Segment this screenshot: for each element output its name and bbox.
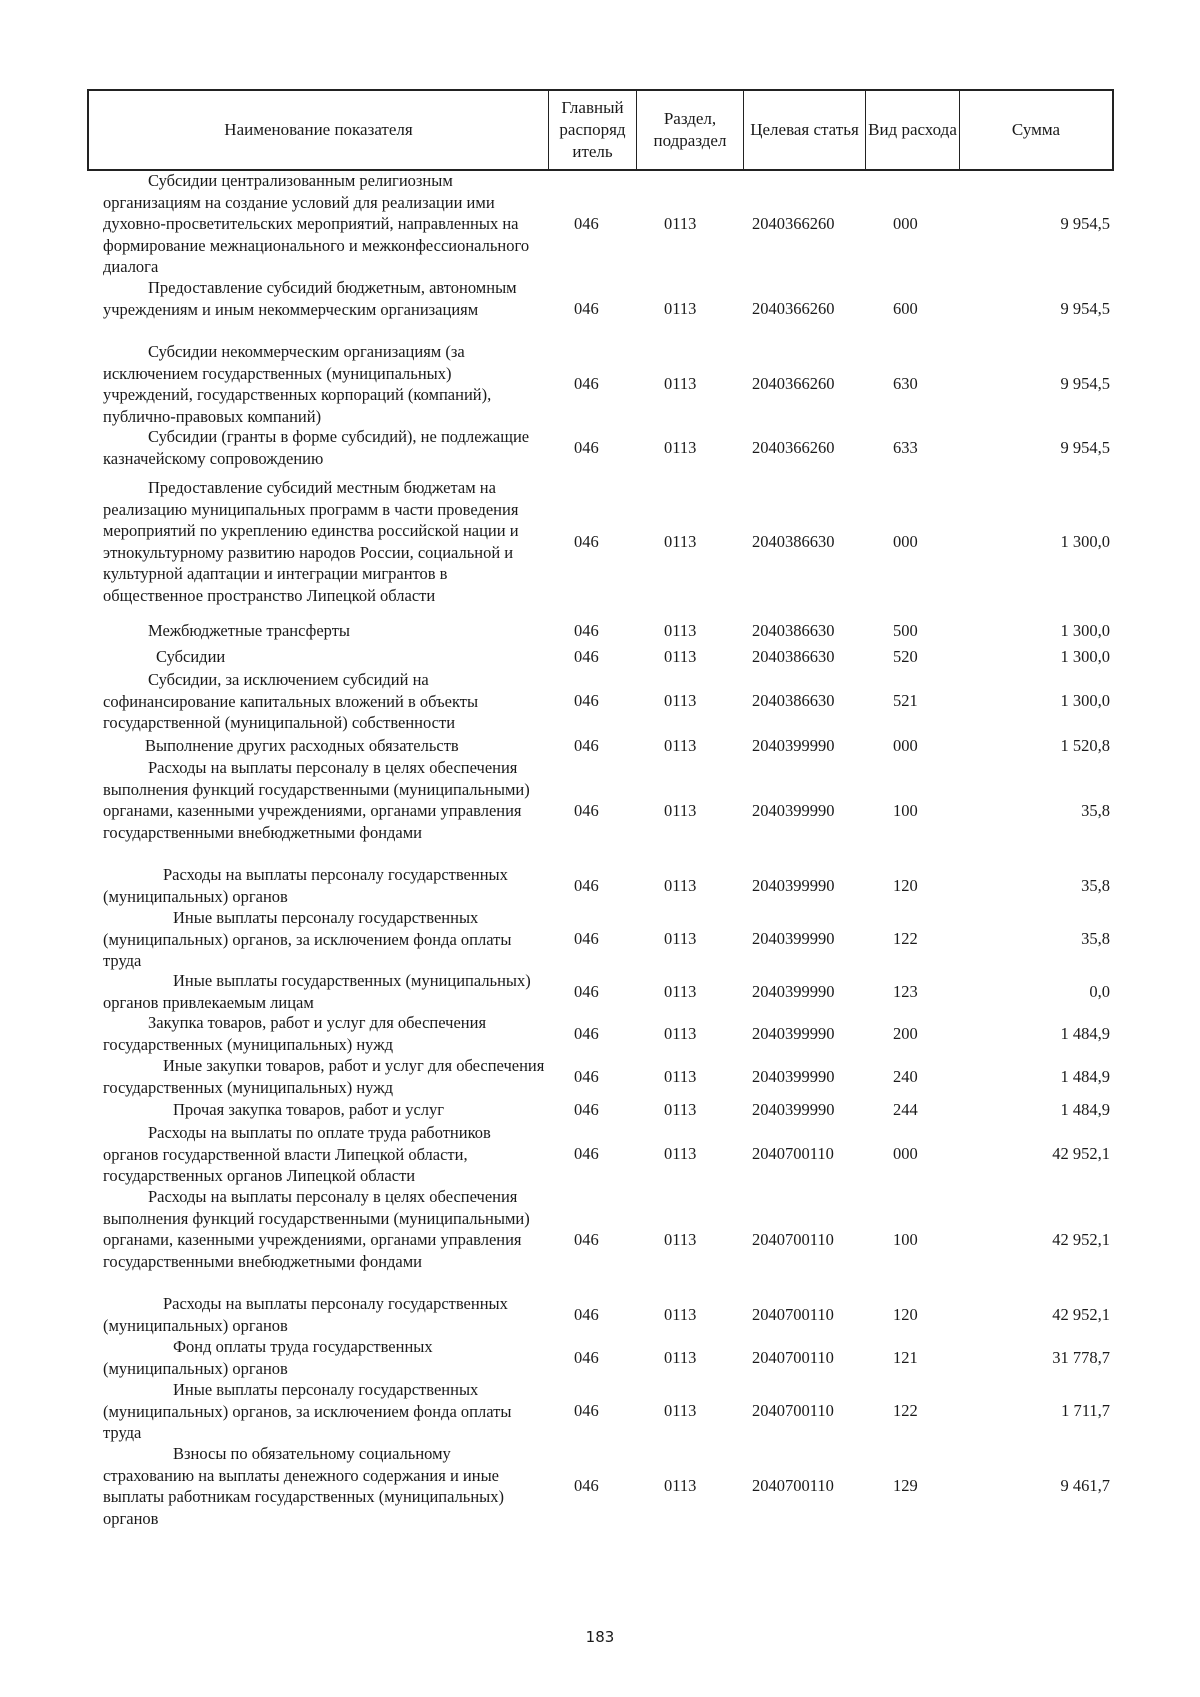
row-vid: 521 [893, 691, 918, 710]
row-summa: 1 520,8 [1060, 736, 1110, 755]
row-glavny: 046 [574, 876, 599, 895]
row-vid: 100 [893, 801, 918, 820]
row-summa: 42 952,1 [1052, 1305, 1110, 1324]
header-glavny: Главный распоряд итель [549, 91, 637, 169]
row-name: Расходы на выплаты персоналу в целях обеспечения выполнения функций государственными (муниципальными) органами, казенными учреждениями, органами управления государственными внебюджетными фондами [103, 1187, 530, 1271]
row-celevaya: 2040366260 [752, 438, 835, 457]
row-vid: 600 [893, 299, 918, 318]
row-razdel: 0113 [664, 374, 697, 393]
row-vid: 123 [893, 982, 918, 1001]
row-glavny: 046 [574, 1144, 599, 1163]
row-glavny: 046 [574, 1476, 599, 1495]
row-razdel: 0113 [664, 299, 697, 318]
row-summa: 0,0 [1089, 982, 1110, 1001]
row-summa: 35,8 [1081, 929, 1110, 948]
row-glavny: 046 [574, 532, 599, 551]
row-vid: 121 [893, 1348, 918, 1367]
row-celevaya: 2040366260 [752, 299, 835, 318]
row-name: Выполнение других расходных обязательств [145, 736, 459, 755]
row-vid: 100 [893, 1230, 918, 1249]
row-name: Иные выплаты персоналу государственных (муниципальных) органов, за исключением фонда оплаты труда [103, 1380, 512, 1442]
row-razdel: 0113 [664, 214, 697, 233]
row-name: Иные выплаты персоналу государственных (муниципальных) органов, за исключением фонда оплаты труда [103, 908, 512, 970]
row-vid: 244 [893, 1100, 918, 1119]
row-celevaya: 2040366260 [752, 214, 835, 233]
row-vid: 129 [893, 1476, 918, 1495]
row-glavny: 046 [574, 1401, 599, 1420]
row-razdel: 0113 [664, 647, 697, 666]
row-glavny: 046 [574, 647, 599, 666]
row-glavny: 046 [574, 438, 599, 457]
row-glavny: 046 [574, 1348, 599, 1367]
row-razdel: 0113 [664, 1476, 697, 1495]
row-summa: 9 461,7 [1060, 1476, 1110, 1495]
row-vid: 240 [893, 1067, 918, 1086]
row-razdel: 0113 [664, 691, 697, 710]
row-celevaya: 2040399990 [752, 982, 835, 1001]
row-name: Субсидии (гранты в форме субсидий), не подлежащие казначейскому сопровождению [103, 427, 530, 468]
row-vid: 630 [893, 374, 918, 393]
row-summa: 9 954,5 [1060, 299, 1110, 318]
row-name: Прочая закупка товаров, работ и услуг [173, 1100, 445, 1119]
row-summa: 35,8 [1081, 876, 1110, 895]
row-celevaya: 2040399990 [752, 929, 835, 948]
row-razdel: 0113 [664, 736, 697, 755]
row-vid: 000 [893, 532, 918, 551]
row-vid: 000 [893, 1144, 918, 1163]
row-celevaya: 2040700110 [752, 1348, 834, 1367]
row-name: Расходы на выплаты персоналу государственных (муниципальных) органов [103, 1294, 508, 1335]
header-vid: Вид расхода [866, 91, 960, 169]
row-name: Субсидии, за исключением субсидий на софинансирование капитальных вложений в объекты государственной (муниципальной) собственности [103, 670, 479, 732]
row-glavny: 046 [574, 621, 599, 640]
row-vid: 500 [893, 621, 918, 640]
row-vid: 122 [893, 1401, 918, 1420]
row-celevaya: 2040399990 [752, 1067, 835, 1086]
header-celevaya: Целевая статья [744, 91, 866, 169]
row-celevaya: 2040700110 [752, 1144, 834, 1163]
row-glavny: 046 [574, 982, 599, 1001]
row-glavny: 046 [574, 1100, 599, 1119]
row-razdel: 0113 [664, 1230, 697, 1249]
row-summa: 42 952,1 [1052, 1144, 1110, 1163]
row-razdel: 0113 [664, 1100, 697, 1119]
row-razdel: 0113 [664, 438, 697, 457]
row-summa: 35,8 [1081, 801, 1110, 820]
row-name: Расходы на выплаты по оплате труда работников органов государственной власти Липецкой области, государственных органов Липецкой области [103, 1123, 491, 1185]
row-razdel: 0113 [664, 982, 697, 1001]
row-razdel: 0113 [664, 1401, 697, 1420]
row-celevaya: 2040700110 [752, 1476, 834, 1495]
row-name: Субсидии [156, 647, 226, 666]
row-celevaya: 2040399990 [752, 1100, 835, 1119]
row-celevaya: 2040399990 [752, 1024, 835, 1043]
row-summa: 1 300,0 [1060, 532, 1110, 551]
row-summa: 1 711,7 [1061, 1401, 1110, 1420]
row-celevaya: 2040366260 [752, 374, 835, 393]
row-summa: 1 300,0 [1060, 691, 1110, 710]
row-name: Субсидии некоммерческим организациям (за исключением государственных (муниципальных) учреждений, государственных корпораций (компаний), публично-правовых компаний) [103, 342, 492, 426]
row-celevaya: 2040386630 [752, 691, 835, 710]
row-razdel: 0113 [664, 1144, 697, 1163]
row-razdel: 0113 [664, 1067, 697, 1086]
row-name: Взносы по обязательному социальному страхованию на выплаты денежного содержания и иные выплаты работникам государственных (муниципальных) органов [103, 1444, 504, 1528]
row-name: Иные выплаты государственных (муниципальных) органов привлекаемым лицам [103, 971, 531, 1012]
row-vid: 120 [893, 1305, 918, 1324]
row-vid: 200 [893, 1024, 918, 1043]
header-name: Наименование показателя [89, 91, 549, 169]
header-razdel: Раздел, подраздел [637, 91, 744, 169]
row-name: Иные закупки товаров, работ и услуг для обеспечения государственных (муниципальных) нужд [103, 1056, 545, 1097]
row-celevaya: 2040399990 [752, 876, 835, 895]
row-summa: 42 952,1 [1052, 1230, 1110, 1249]
row-razdel: 0113 [664, 532, 697, 551]
row-name: Расходы на выплаты персоналу государственных (муниципальных) органов [103, 865, 508, 906]
row-summa: 9 954,5 [1060, 214, 1110, 233]
row-summa: 1 484,9 [1060, 1024, 1110, 1043]
page-number: 183 [585, 1628, 615, 1646]
row-celevaya: 2040700110 [752, 1401, 834, 1420]
row-vid: 000 [893, 214, 918, 233]
row-celevaya: 2040700110 [752, 1305, 834, 1324]
row-glavny: 046 [574, 374, 599, 393]
row-vid: 120 [893, 876, 918, 895]
row-celevaya: 2040399990 [752, 736, 835, 755]
row-vid: 000 [893, 736, 918, 755]
row-glavny: 046 [574, 1067, 599, 1086]
row-name: Предоставление субсидий местным бюджетам на реализацию муниципальных программ в части проведения мероприятий по укреплению единства российской нации и этнокультурному развитию народов России, социальной и культурной адаптации и интеграции мигрантов в общественное пространство Липецкой области [103, 478, 519, 605]
row-glavny: 046 [574, 214, 599, 233]
row-razdel: 0113 [664, 801, 697, 820]
row-celevaya: 2040399990 [752, 801, 835, 820]
row-razdel: 0113 [664, 1305, 697, 1324]
row-glavny: 046 [574, 299, 599, 318]
row-name: Межбюджетные трансферты [148, 621, 351, 640]
row-celevaya: 2040700110 [752, 1230, 834, 1249]
row-name: Фонд оплаты труда государственных (муниципальных) органов [103, 1337, 433, 1378]
row-summa: 9 954,5 [1060, 374, 1110, 393]
row-celevaya: 2040386630 [752, 621, 835, 640]
row-glavny: 046 [574, 736, 599, 755]
row-summa: 1 484,9 [1060, 1067, 1110, 1086]
row-summa: 9 954,5 [1060, 438, 1110, 457]
row-glavny: 046 [574, 801, 599, 820]
header-summa: Сумма [1011, 120, 1061, 139]
row-name: Предоставление субсидий бюджетным, автономным учреждениям и иным некоммерческим организациям [103, 278, 517, 319]
row-name: Субсидии централизованным религиозным организациям на создание условий для реализации ими духовно-просветительских мероприятий, направленных на формирование межнационального и межконфессионального диалога [103, 171, 530, 276]
row-summa: 31 778,7 [1052, 1348, 1110, 1367]
row-razdel: 0113 [664, 876, 697, 895]
row-vid: 633 [893, 438, 918, 457]
row-razdel: 0113 [664, 929, 697, 948]
row-vid: 122 [893, 929, 918, 948]
row-glavny: 046 [574, 691, 599, 710]
row-razdel: 0113 [664, 1348, 697, 1367]
row-celevaya: 2040386630 [752, 647, 835, 666]
row-name: Закупка товаров, работ и услуг для обеспечения государственных (муниципальных) нужд [103, 1013, 487, 1054]
row-summa: 1 300,0 [1060, 621, 1110, 640]
row-summa: 1 484,9 [1060, 1100, 1110, 1119]
row-glavny: 046 [574, 1024, 599, 1043]
row-glavny: 046 [574, 1230, 599, 1249]
row-name: Расходы на выплаты персоналу в целях обеспечения выполнения функций государственными (муниципальными) органами, казенными учреждениями, органами управления государственными внебюджетными фондами [103, 758, 530, 842]
row-glavny: 046 [574, 1305, 599, 1324]
row-razdel: 0113 [664, 1024, 697, 1043]
row-razdel: 0113 [664, 621, 697, 640]
row-summa: 1 300,0 [1060, 647, 1110, 666]
row-glavny: 046 [574, 929, 599, 948]
row-vid: 520 [893, 647, 918, 666]
row-celevaya: 2040386630 [752, 532, 835, 551]
